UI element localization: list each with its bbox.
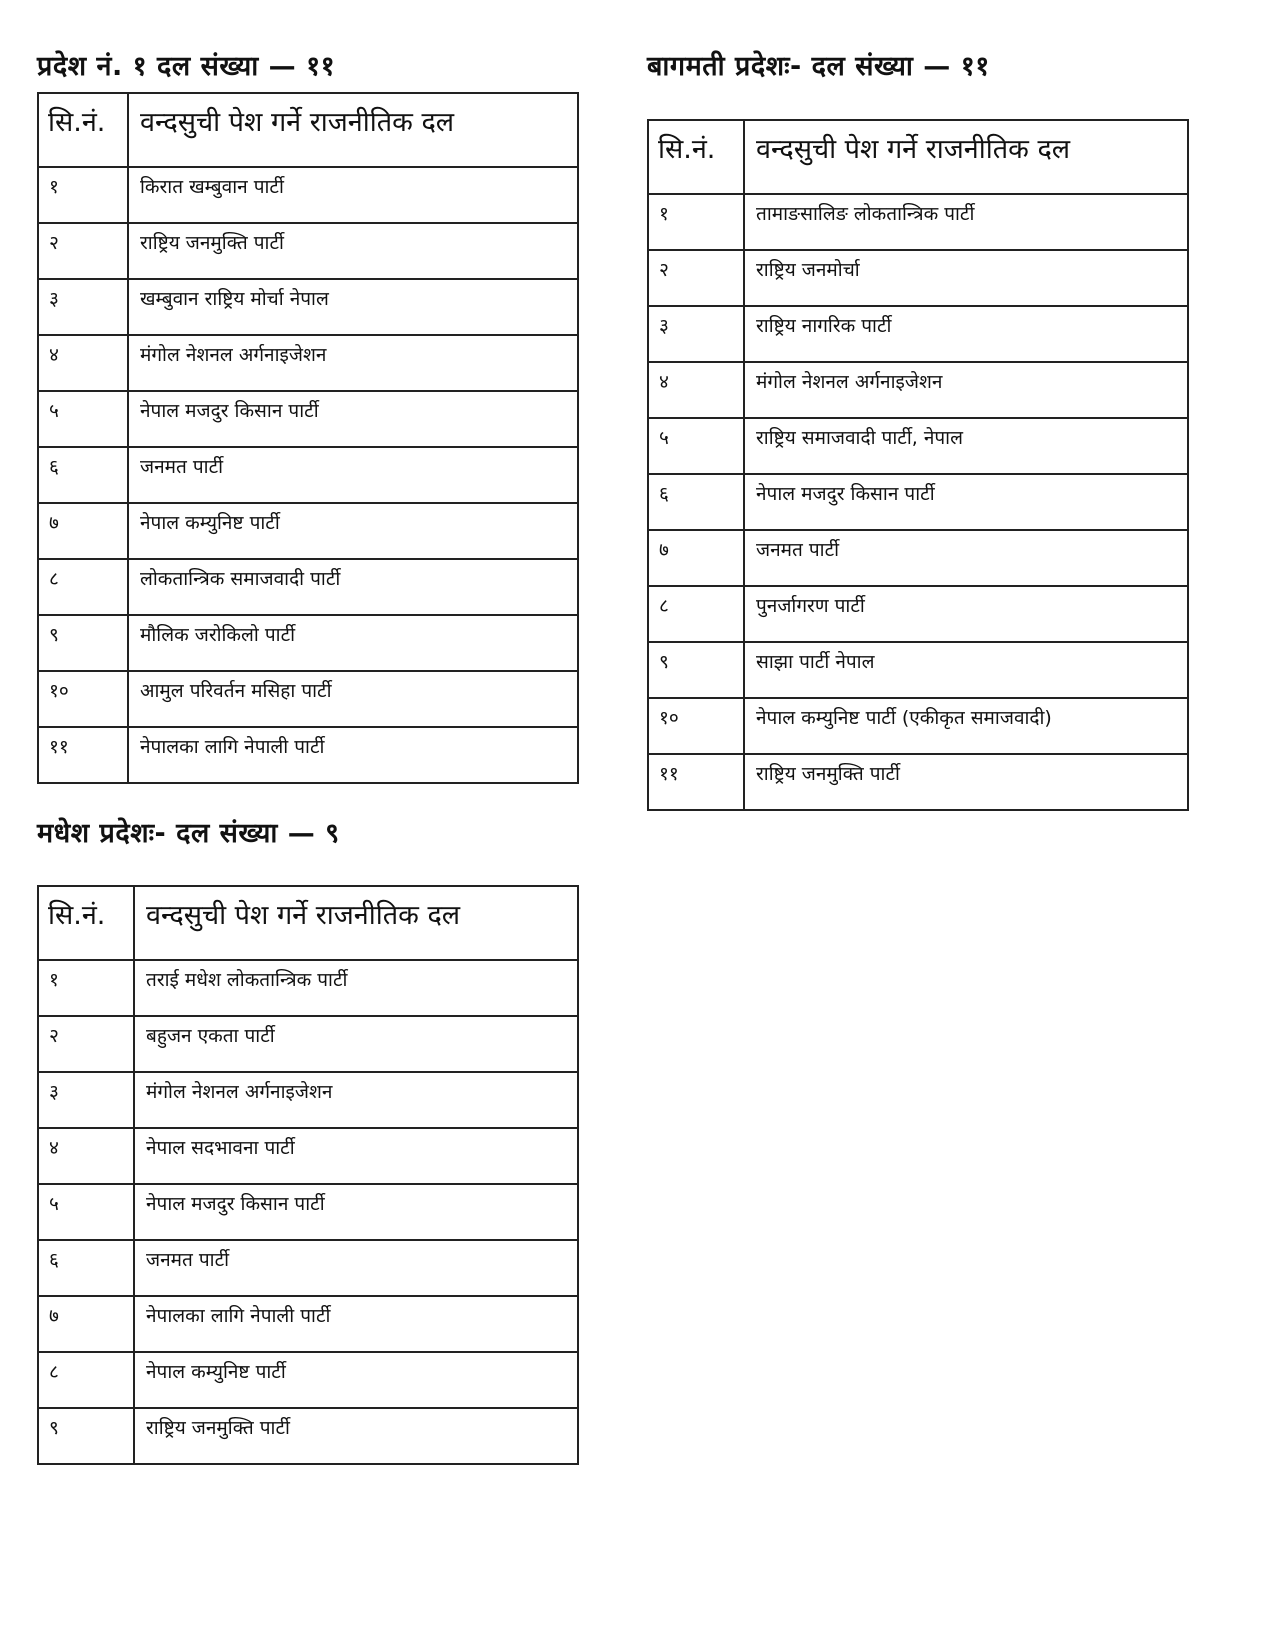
party-table bbox=[37, 92, 579, 784]
table-row bbox=[38, 1072, 578, 1128]
table-row bbox=[648, 306, 1188, 362]
table-row bbox=[648, 698, 1188, 754]
serial-cell: ८ bbox=[38, 1352, 134, 1408]
table-row bbox=[38, 615, 578, 671]
serial-cell: ३ bbox=[38, 279, 128, 335]
serial-cell: ५ bbox=[648, 418, 744, 474]
section-bagmati-province bbox=[647, 50, 1187, 820]
serial-cell: ३ bbox=[648, 306, 744, 362]
table-row bbox=[38, 1184, 578, 1240]
party-name-cell: नेपाल सदभावना पार्टी bbox=[134, 1128, 578, 1184]
party-name-cell: मौलिक जरोकिलो पार्टी bbox=[128, 615, 578, 671]
serial-cell: ६ bbox=[648, 474, 744, 530]
party-name-cell: जनमत पार्टी bbox=[134, 1240, 578, 1296]
section-madhesh-province bbox=[37, 817, 577, 1537]
party-name-cell: बहुजन एकता पार्टी bbox=[134, 1016, 578, 1072]
table-row bbox=[648, 474, 1188, 530]
table-row bbox=[38, 960, 578, 1016]
party-name-cell: किरात खम्बुवान पार्टी bbox=[128, 167, 578, 223]
table-row bbox=[38, 559, 578, 615]
serial-cell: ७ bbox=[38, 1296, 134, 1352]
serial-cell: ५ bbox=[38, 1184, 134, 1240]
table-row bbox=[38, 167, 578, 223]
serial-cell: ३ bbox=[38, 1072, 134, 1128]
serial-cell: ४ bbox=[38, 1128, 134, 1184]
party-table bbox=[37, 885, 579, 1465]
serial-cell: २ bbox=[648, 250, 744, 306]
serial-header: सि.नं. bbox=[648, 120, 744, 194]
party-name-cell: जनमत पार्टी bbox=[744, 530, 1188, 586]
table-row bbox=[38, 671, 578, 727]
party-name-cell: तामाङसालिङ लोकतान्त्रिक पार्टी bbox=[744, 194, 1188, 250]
serial-cell: ८ bbox=[38, 559, 128, 615]
table-row bbox=[38, 279, 578, 335]
table-row bbox=[38, 1128, 578, 1184]
party-name-cell: पुनर्जागरण पार्टी bbox=[744, 586, 1188, 642]
serial-cell: ११ bbox=[38, 727, 128, 783]
serial-cell: ९ bbox=[38, 615, 128, 671]
section-title: मधेश प्रदेशः- दल संख्या — ९ bbox=[37, 818, 340, 849]
serial-cell: १ bbox=[38, 167, 128, 223]
table-row bbox=[648, 362, 1188, 418]
party-name-cell: राष्ट्रिय जनमुक्ति पार्टी bbox=[128, 223, 578, 279]
section-province-1 bbox=[37, 50, 577, 790]
table-header-row bbox=[38, 886, 578, 960]
table-row bbox=[38, 223, 578, 279]
table-row bbox=[648, 418, 1188, 474]
table-row bbox=[38, 1352, 578, 1408]
party-name-cell: नेपालका लागि नेपाली पार्टी bbox=[134, 1296, 578, 1352]
party-name-cell: मंगोल नेशनल अर्गनाइजेशन bbox=[134, 1072, 578, 1128]
party-name-cell: लोकतान्त्रिक समाजवादी पार्टी bbox=[128, 559, 578, 615]
party-name-cell: साझा पार्टी नेपाल bbox=[744, 642, 1188, 698]
section-title: बागमती प्रदेशः- दल संख्या — ११ bbox=[647, 51, 990, 82]
serial-cell: ५ bbox=[38, 391, 128, 447]
party-name-cell: नेपाल मजदुर किसान पार्टी bbox=[744, 474, 1188, 530]
party-header: वन्दसुची पेश गर्ने राजनीतिक दल bbox=[744, 120, 1188, 194]
table-row bbox=[38, 1016, 578, 1072]
party-name-cell: राष्ट्रिय जनमुक्ति पार्टी bbox=[134, 1408, 578, 1464]
table-row bbox=[648, 530, 1188, 586]
party-name-cell: राष्ट्रिय जनमुक्ति पार्टी bbox=[744, 754, 1188, 810]
table-row bbox=[648, 754, 1188, 810]
table-row bbox=[38, 727, 578, 783]
table-row bbox=[38, 391, 578, 447]
serial-cell: ११ bbox=[648, 754, 744, 810]
serial-cell: १ bbox=[38, 960, 134, 1016]
serial-cell: ९ bbox=[38, 1408, 134, 1464]
table-row bbox=[648, 194, 1188, 250]
party-name-cell: राष्ट्रिय नागरिक पार्टी bbox=[744, 306, 1188, 362]
table-header-row bbox=[648, 120, 1188, 194]
serial-cell: ४ bbox=[648, 362, 744, 418]
party-header: वन्दसुची पेश गर्ने राजनीतिक दल bbox=[134, 886, 578, 960]
party-name-cell: जनमत पार्टी bbox=[128, 447, 578, 503]
serial-cell: ७ bbox=[648, 530, 744, 586]
table-row bbox=[38, 503, 578, 559]
party-name-cell: खम्बुवान राष्ट्रिय मोर्चा नेपाल bbox=[128, 279, 578, 335]
serial-cell: ८ bbox=[648, 586, 744, 642]
party-name-cell: तराई मधेश लोकतान्त्रिक पार्टी bbox=[134, 960, 578, 1016]
table-row bbox=[648, 642, 1188, 698]
party-name-cell: नेपाल कम्युनिष्ट पार्टी (एकीकृत समाजवादी) bbox=[744, 698, 1188, 754]
table-row bbox=[38, 335, 578, 391]
party-name-cell: आमुल परिवर्तन मसिहा पार्टी bbox=[128, 671, 578, 727]
table-row bbox=[38, 1296, 578, 1352]
serial-cell: १० bbox=[648, 698, 744, 754]
table-header-row bbox=[38, 93, 578, 167]
table-row bbox=[38, 1408, 578, 1464]
serial-cell: २ bbox=[38, 223, 128, 279]
serial-header: सि.नं. bbox=[38, 886, 134, 960]
serial-cell: ७ bbox=[38, 503, 128, 559]
table-row bbox=[648, 586, 1188, 642]
table-row bbox=[648, 250, 1188, 306]
serial-header: सि.नं. bbox=[38, 93, 128, 167]
party-name-cell: नेपाल मजदुर किसान पार्टी bbox=[134, 1184, 578, 1240]
section-title: प्रदेश नं. १ दल संख्या — ११ bbox=[37, 51, 336, 82]
party-name-cell: नेपाल कम्युनिष्ट पार्टी bbox=[128, 503, 578, 559]
serial-cell: ६ bbox=[38, 447, 128, 503]
party-header: वन्दसुची पेश गर्ने राजनीतिक दल bbox=[128, 93, 578, 167]
party-table bbox=[647, 119, 1189, 811]
party-name-cell: राष्ट्रिय जनमोर्चा bbox=[744, 250, 1188, 306]
serial-cell: ६ bbox=[38, 1240, 134, 1296]
serial-cell: २ bbox=[38, 1016, 134, 1072]
party-name-cell: मंगोल नेशनल अर्गनाइजेशन bbox=[744, 362, 1188, 418]
party-name-cell: नेपाल मजदुर किसान पार्टी bbox=[128, 391, 578, 447]
serial-cell: ९ bbox=[648, 642, 744, 698]
serial-cell: १ bbox=[648, 194, 744, 250]
party-name-cell: राष्ट्रिय समाजवादी पार्टी, नेपाल bbox=[744, 418, 1188, 474]
serial-cell: १० bbox=[38, 671, 128, 727]
table-row bbox=[38, 447, 578, 503]
party-name-cell: नेपालका लागि नेपाली पार्टी bbox=[128, 727, 578, 783]
party-name-cell: नेपाल कम्युनिष्ट पार्टी bbox=[134, 1352, 578, 1408]
serial-cell: ४ bbox=[38, 335, 128, 391]
party-name-cell: मंगोल नेशनल अर्गनाइजेशन bbox=[128, 335, 578, 391]
table-row bbox=[38, 1240, 578, 1296]
